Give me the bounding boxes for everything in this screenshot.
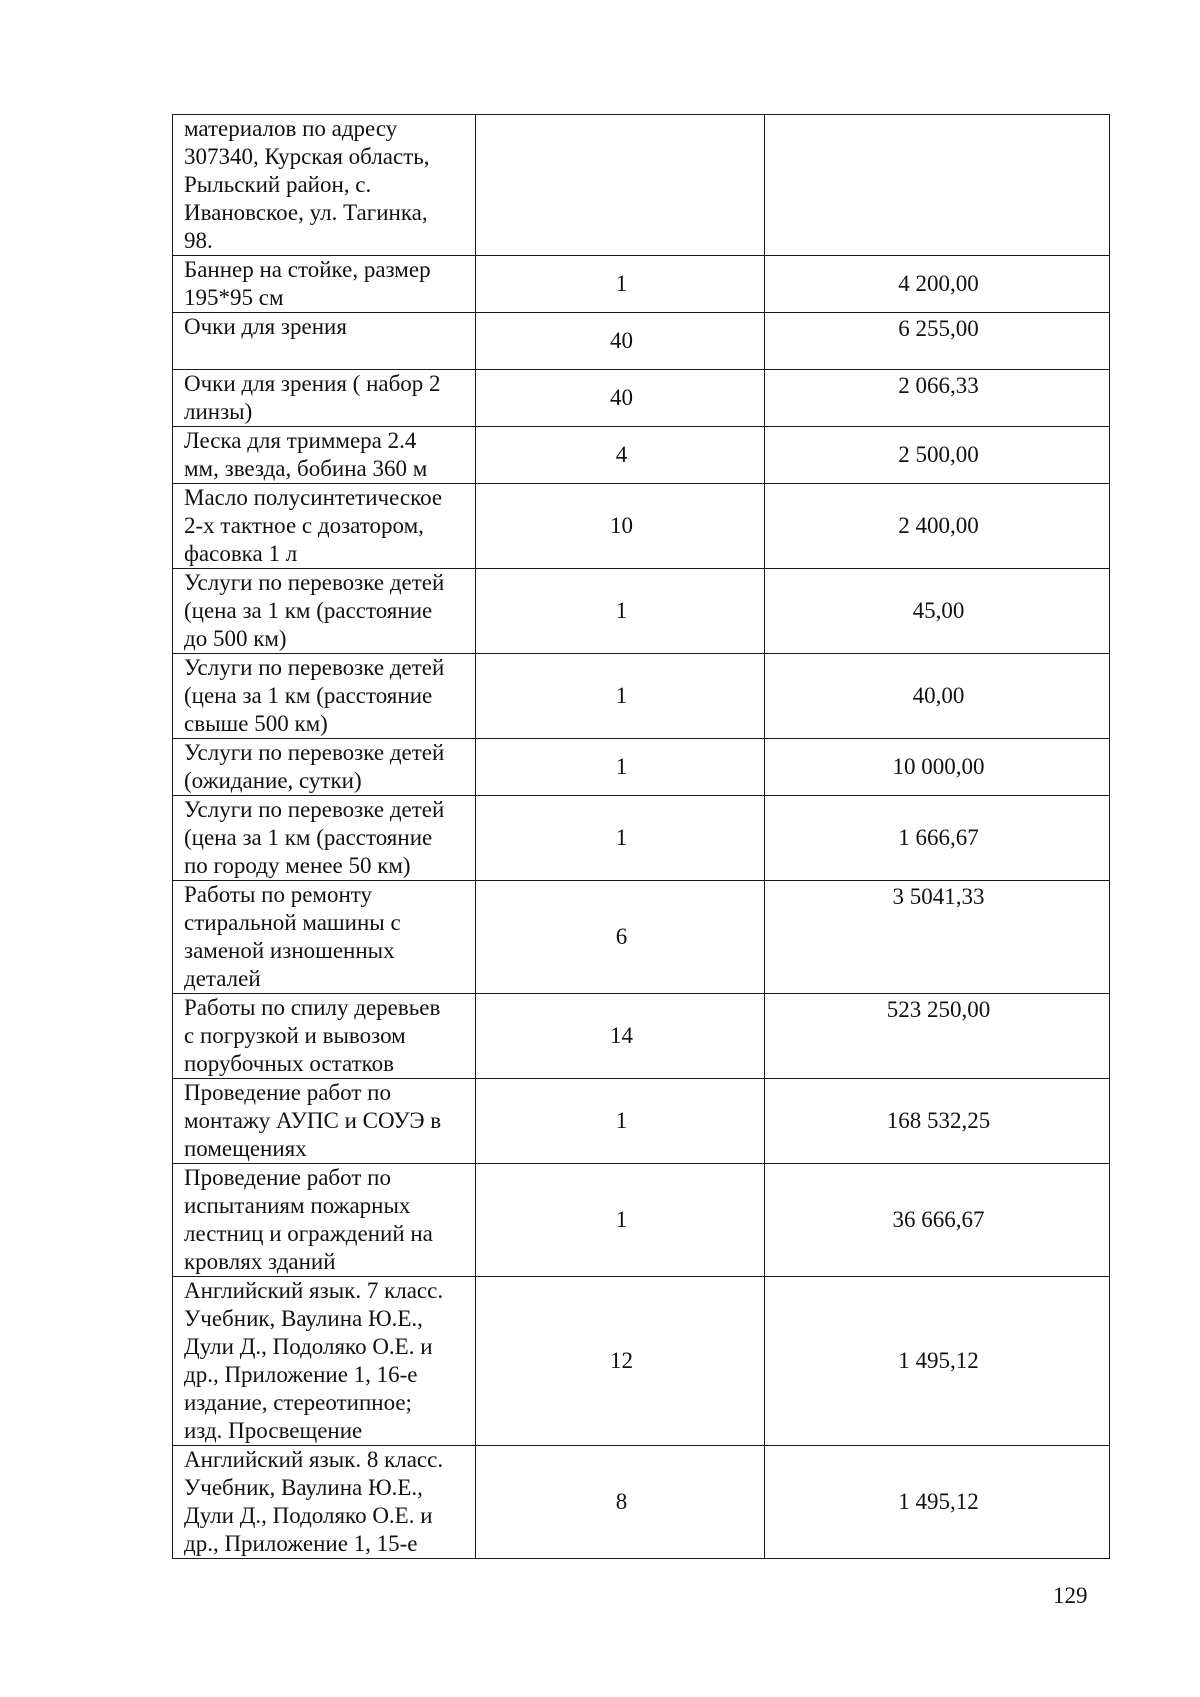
quantity-cell: 4 <box>476 427 765 484</box>
price-cell: 523 250,00 <box>765 994 1110 1079</box>
table-row <box>173 654 1110 739</box>
table-row <box>173 739 1110 796</box>
price-cell: 168 532,25 <box>765 1079 1110 1164</box>
price-cell: 45,00 <box>765 569 1110 654</box>
item-name-cell: Леска для триммера 2.4 мм, звезда, бобина 360 м <box>173 427 476 484</box>
quantity-cell: 1 <box>476 569 765 654</box>
item-name-cell: Баннер на стойке, размер 195*95 см <box>173 256 476 313</box>
item-name-cell: Проведение работ по испытаниям пожарных лестниц и ограждений на кровлях зданий <box>173 1164 476 1277</box>
item-name-cell: Масло полусинтетическое 2-х тактное с дозатором, фасовка 1 л <box>173 484 476 569</box>
quantity-cell: 1 <box>476 654 765 739</box>
quantity-cell: 14 <box>476 994 765 1079</box>
table-row <box>173 115 1110 256</box>
quantity-cell: 10 <box>476 484 765 569</box>
price-cell: 2 400,00 <box>765 484 1110 569</box>
item-name-cell: Очки для зрения <box>173 313 476 370</box>
item-name-cell: материалов по адресу 307340, Курская область, Рыльский район, с. Ивановское, ул. Тагинка, 98. <box>173 115 476 256</box>
price-cell: 40,00 <box>765 654 1110 739</box>
item-name-cell: Английский язык. 7 класс. Учебник, Ваулина Ю.Е., Дули Д., Подоляко О.Е. и др., Приложение 1, 16-е издание, стереотипное; изд. Просвещение <box>173 1277 476 1446</box>
table-row <box>173 484 1110 569</box>
price-cell: 1 666,67 <box>765 796 1110 881</box>
table-row <box>173 313 1110 370</box>
item-name-cell: Очки для зрения ( набор 2 линзы) <box>173 370 476 427</box>
quantity-cell: 12 <box>476 1277 765 1446</box>
item-name-cell: Работы по спилу деревьев с погрузкой и вывозом порубочных остатков <box>173 994 476 1079</box>
item-name-cell: Услуги по перевозке детей (ожидание, сутки) <box>173 739 476 796</box>
table-row <box>173 1446 1110 1559</box>
price-cell: 1 495,12 <box>765 1277 1110 1446</box>
table-row <box>173 994 1110 1079</box>
quantity-cell: 1 <box>476 1079 765 1164</box>
quantity-cell <box>476 115 765 256</box>
table-row <box>173 796 1110 881</box>
price-cell: 2 500,00 <box>765 427 1110 484</box>
quantity-cell: 6 <box>476 881 765 994</box>
quantity-cell: 1 <box>476 256 765 313</box>
price-cell: 2 066,33 <box>765 370 1110 427</box>
quantity-cell: 40 <box>476 313 765 370</box>
price-cell: 6 255,00 <box>765 313 1110 370</box>
table-row <box>173 569 1110 654</box>
price-cell: 1 495,12 <box>765 1446 1110 1559</box>
table-row <box>173 256 1110 313</box>
price-table <box>172 114 1110 1559</box>
quantity-cell: 1 <box>476 1164 765 1277</box>
quantity-cell: 1 <box>476 739 765 796</box>
table-row <box>173 427 1110 484</box>
quantity-cell: 8 <box>476 1446 765 1559</box>
item-name-cell: Проведение работ по монтажу АУПС и СОУЭ в помещениях <box>173 1079 476 1164</box>
table-row <box>173 1277 1110 1446</box>
table-row <box>173 881 1110 994</box>
price-cell: 10 000,00 <box>765 739 1110 796</box>
table-row <box>173 370 1110 427</box>
price-table-body <box>173 115 1110 1559</box>
price-cell <box>765 115 1110 256</box>
item-name-cell: Услуги по перевозке детей (цена за 1 км (расстояние до 500 км) <box>173 569 476 654</box>
price-cell: 3 5041,33 <box>765 881 1110 994</box>
page-number: 129 <box>1053 1583 1088 1608</box>
item-name-cell: Английский язык. 8 класс. Учебник, Ваулина Ю.Е., Дули Д., Подоляко О.Е. и др., Приложение 1, 15-е <box>173 1446 476 1559</box>
table-row <box>173 1164 1110 1277</box>
price-cell: 4 200,00 <box>765 256 1110 313</box>
item-name-cell: Работы по ремонту стиральной машины с заменой изношенных деталей <box>173 881 476 994</box>
item-name-cell: Услуги по перевозке детей (цена за 1 км (расстояние свыше 500 км) <box>173 654 476 739</box>
price-cell: 36 666,67 <box>765 1164 1110 1277</box>
item-name-cell: Услуги по перевозке детей (цена за 1 км (расстояние по городу менее 50 км) <box>173 796 476 881</box>
quantity-cell: 1 <box>476 796 765 881</box>
table-row <box>173 1079 1110 1164</box>
quantity-cell: 40 <box>476 370 765 427</box>
